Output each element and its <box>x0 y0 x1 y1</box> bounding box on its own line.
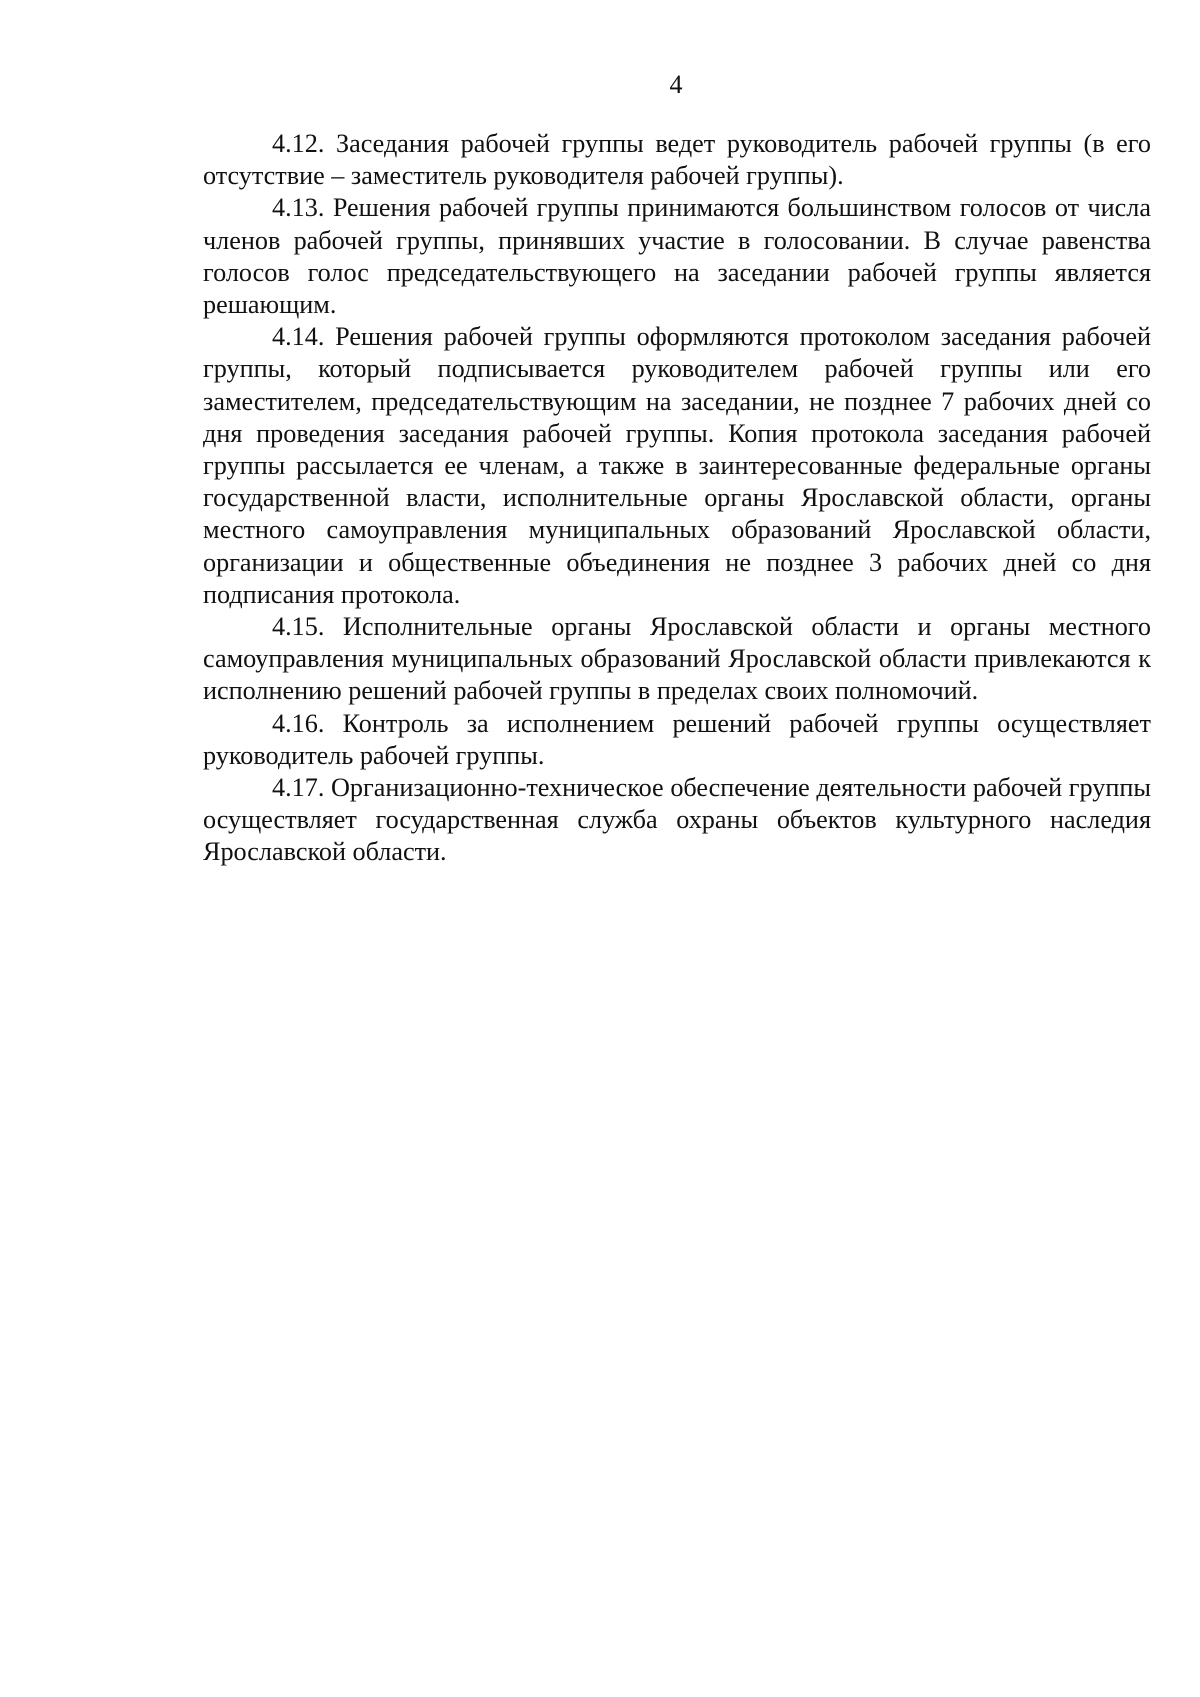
paragraph-4-15: 4.15. Исполнительные органы Ярославской области и органы местного самоуправления муниципальных образований Ярославской области привлекаются к исполнению решений рабочей группы в пределах своих полномочий. <box>203 612 1151 706</box>
paragraph-4-12: 4.12. Заседания рабочей группы ведет руководитель рабочей группы (в его отсутствие – заместитель руководителя рабочей группы). <box>203 129 1151 191</box>
paragraph-4-17: 4.17. Организационно-техническое обеспечение деятельности рабочей группы осуществляет государственная служба охраны объектов культурного наследия Ярославской области. <box>203 773 1151 867</box>
paragraph-4-14: 4.14. Решения рабочей группы оформляются протоколом заседания рабочей группы, который подписывается руководителем рабочей группы или его заместителем, председательствующим на заседании, не позднее 7 рабочих дней со дня проведения заседания рабочей группы. Копия протокола заседания рабочей группы рассылается ее членам, а также в заинтересованные федеральные органы государственной власти, исполнительные органы Ярославской области, органы местного самоуправления муниципальных образований Ярославской области, организации и общественные объединения не позднее 3 рабочих дней со дня подписания протокола. <box>203 322 1151 609</box>
page-number: 4 <box>669 70 683 99</box>
paragraph-4-16: 4.16. Контроль за исполнением решений рабочей группы осуществляет руководитель рабочей группы. <box>203 708 1151 770</box>
document-body <box>203 128 1151 869</box>
paragraph-4-13: 4.13. Решения рабочей группы принимаются большинством голосов от числа членов рабочей группы, принявших участие в голосовании. В случае равенства голосов голос председательствующего на заседании рабочей группы является решающим. <box>203 193 1151 320</box>
